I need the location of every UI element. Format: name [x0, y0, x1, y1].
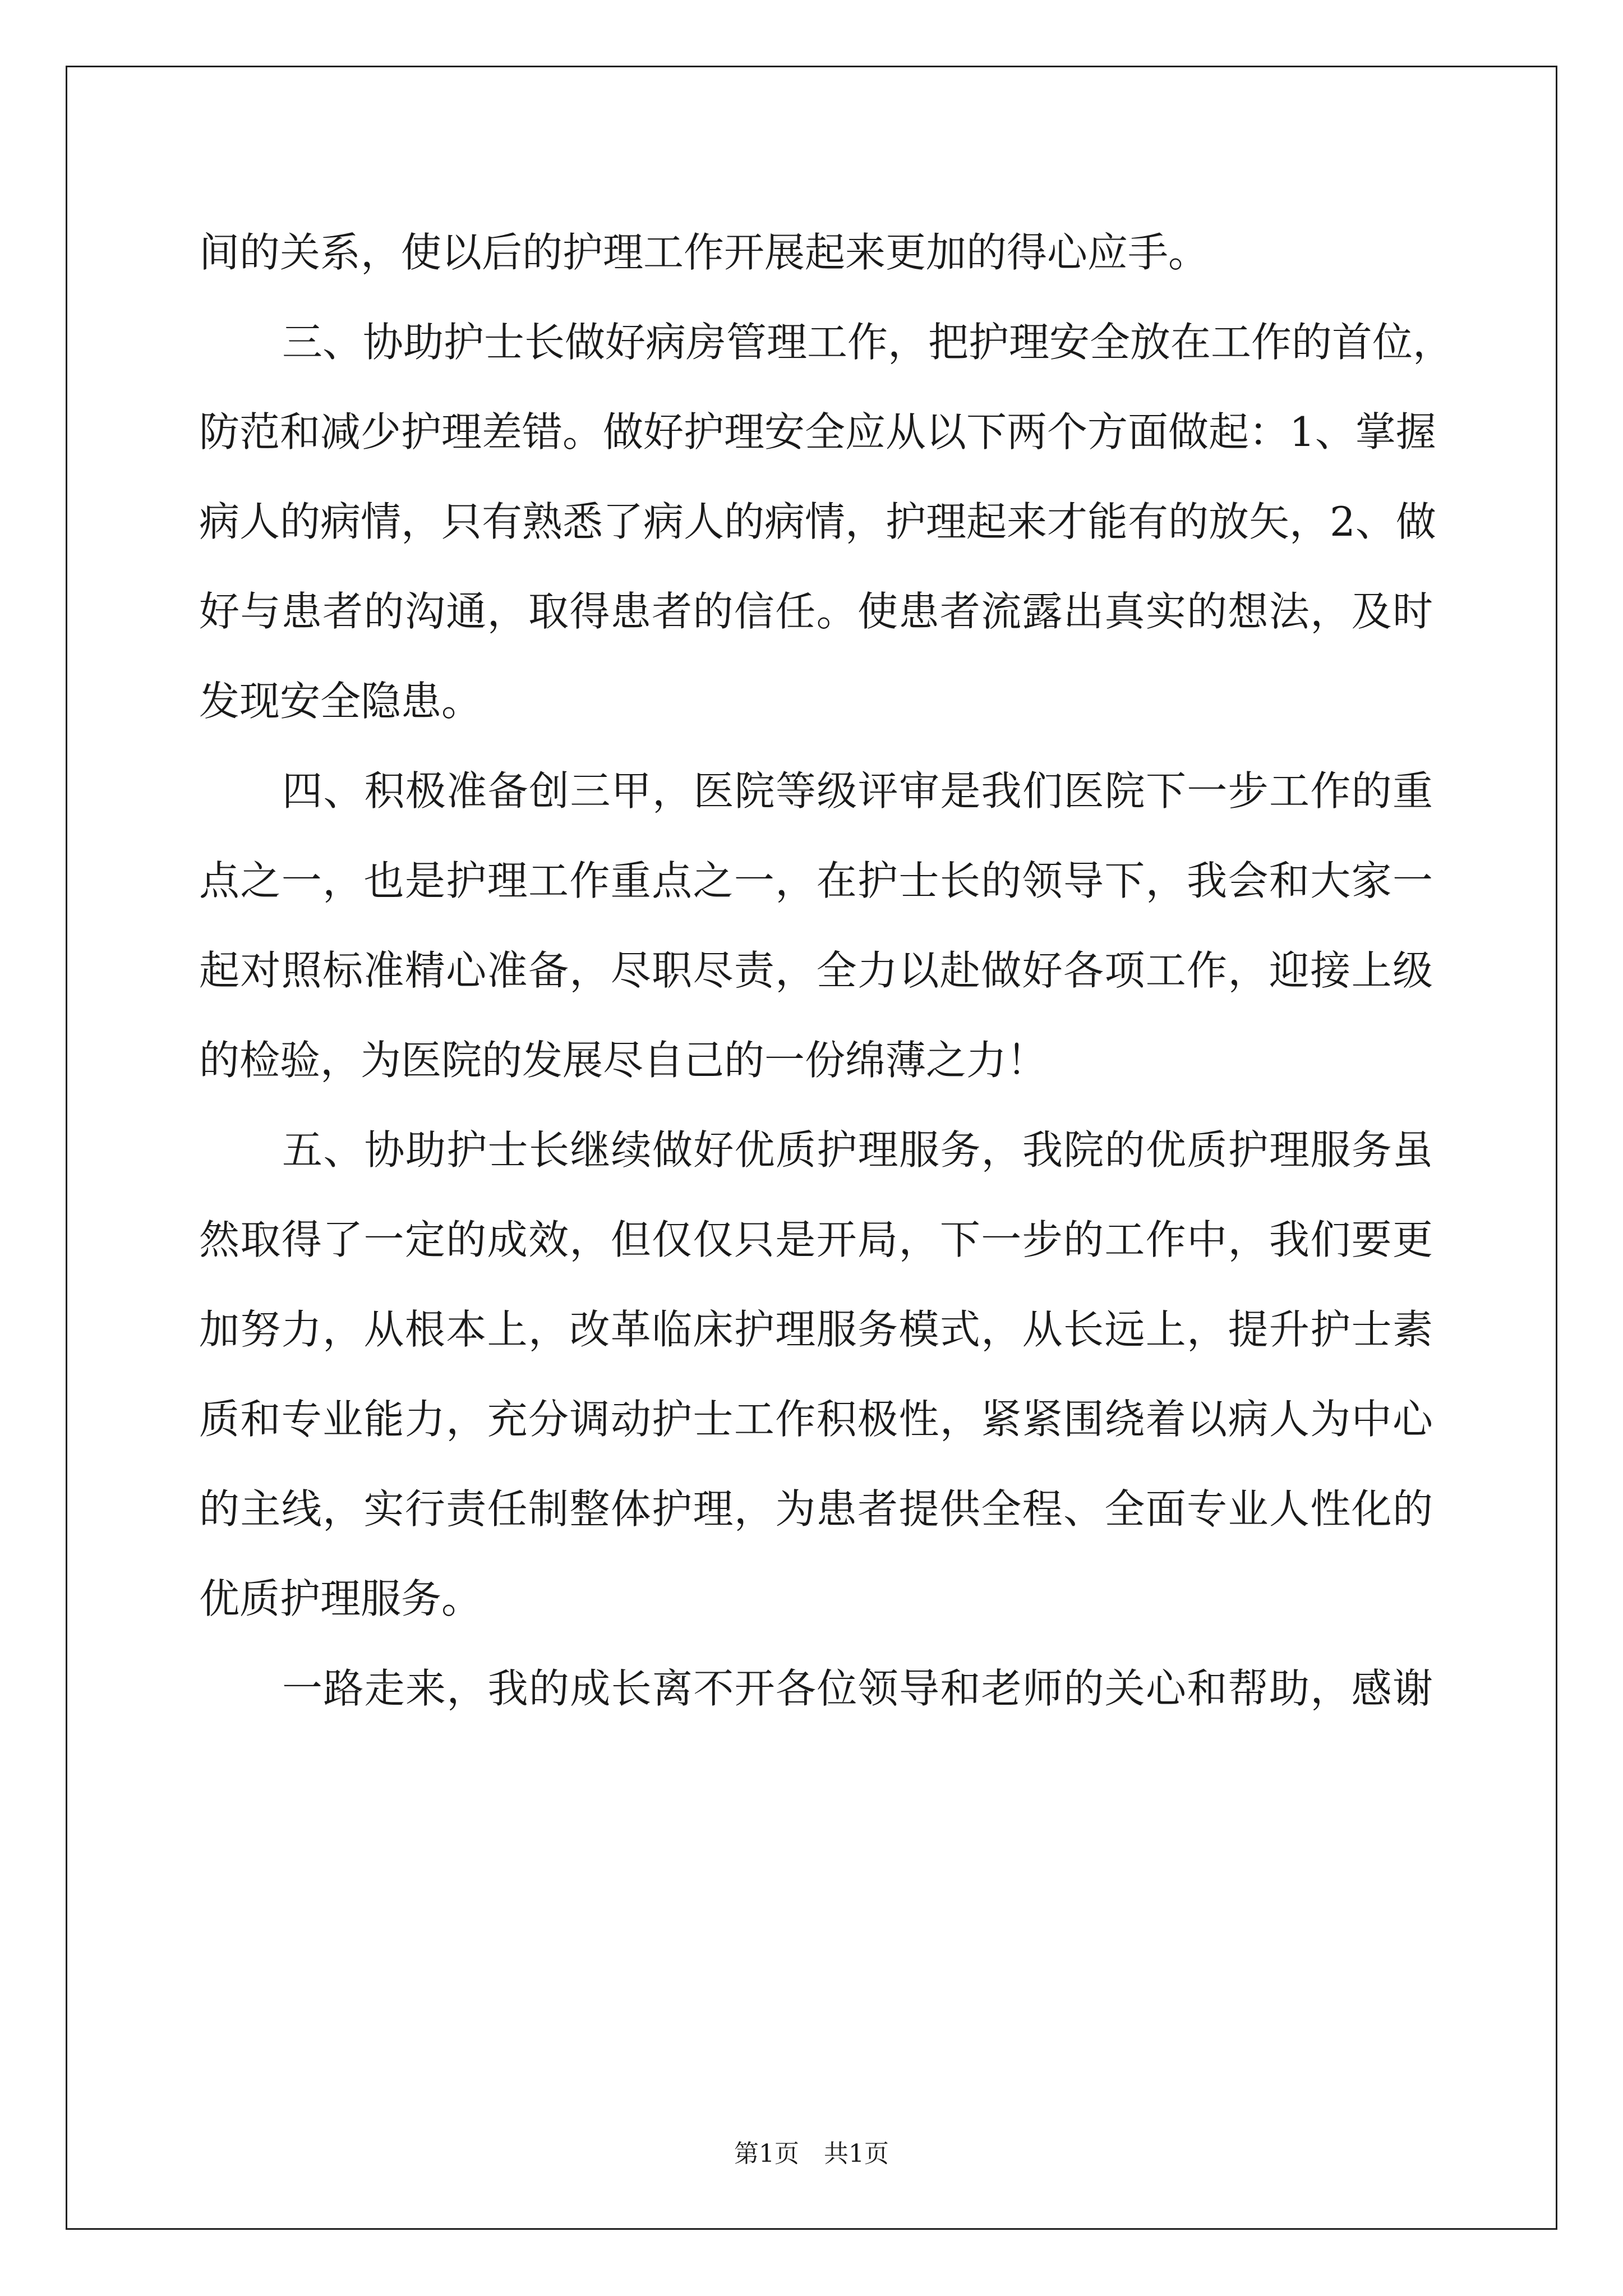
paragraph-3-line: 病人的病情，只有熟悉了病人的病情，护理起来才能有的放矢，2、做 [199, 498, 1436, 545]
paragraph-3-line: 防范和减少护理差错。做好护理安全应从以下两个方面做起：1、掌握 [199, 408, 1436, 455]
paragraph-4-line: 四、积极准备创三甲，医院等级评审是我们医院下一步工作的重 [282, 767, 1433, 815]
paragraph-5-line: 加努力，从根本上，改革临床护理服务模式，从长远上，提升护士素 [199, 1306, 1433, 1353]
closing-paragraph-line: 一路走来，我的成长离不开各位领导和老师的关心和帮助，感谢 [282, 1665, 1433, 1712]
paragraph-5-line: 然取得了一定的成效，但仅仅只是开局，下一步的工作中，我们要更 [199, 1216, 1433, 1263]
document-body [199, 216, 1454, 1742]
paragraph-5-line: 五、协助护士长继续做好优质护理服务，我院的优质护理服务虽 [282, 1126, 1433, 1174]
paragraph-3-line: 好与患者的沟通，取得患者的信任。使患者流露出真实的想法，及时 [199, 588, 1433, 635]
page-footer: 第1页 共1页 [734, 2139, 889, 2168]
paragraph-4-line: 点之一，也是护理工作重点之一，在护士长的领导下，我会和大家一 [199, 857, 1433, 904]
paragraph-4-line: 的检验，为医院的发展尽自己的一份绵薄之力！ [199, 1037, 1048, 1084]
paragraph-3-line: 三、协助护士长做好病房管理工作，把护理安全放在工作的首位， [282, 319, 1454, 366]
paragraph-5-line: 的主线，实行责任制整体护理，为患者提供全程、全面专业人性化的 [199, 1485, 1433, 1533]
paragraph-5-line: 质和专业能力，充分调动护士工作积极性，紧紧围绕着以病人为中心 [199, 1396, 1433, 1443]
paragraph-5-line: 优质护理服务。 [199, 1575, 482, 1622]
text-line: 间的关系，使以后的护理工作开展起来更加的得心应手。 [199, 229, 1209, 276]
paragraph-3-line: 发现安全隐患。 [199, 678, 482, 725]
paragraph-4-line: 起对照标准精心准备，尽职尽责，全力以赴做好各项工作，迎接上级 [199, 947, 1433, 994]
